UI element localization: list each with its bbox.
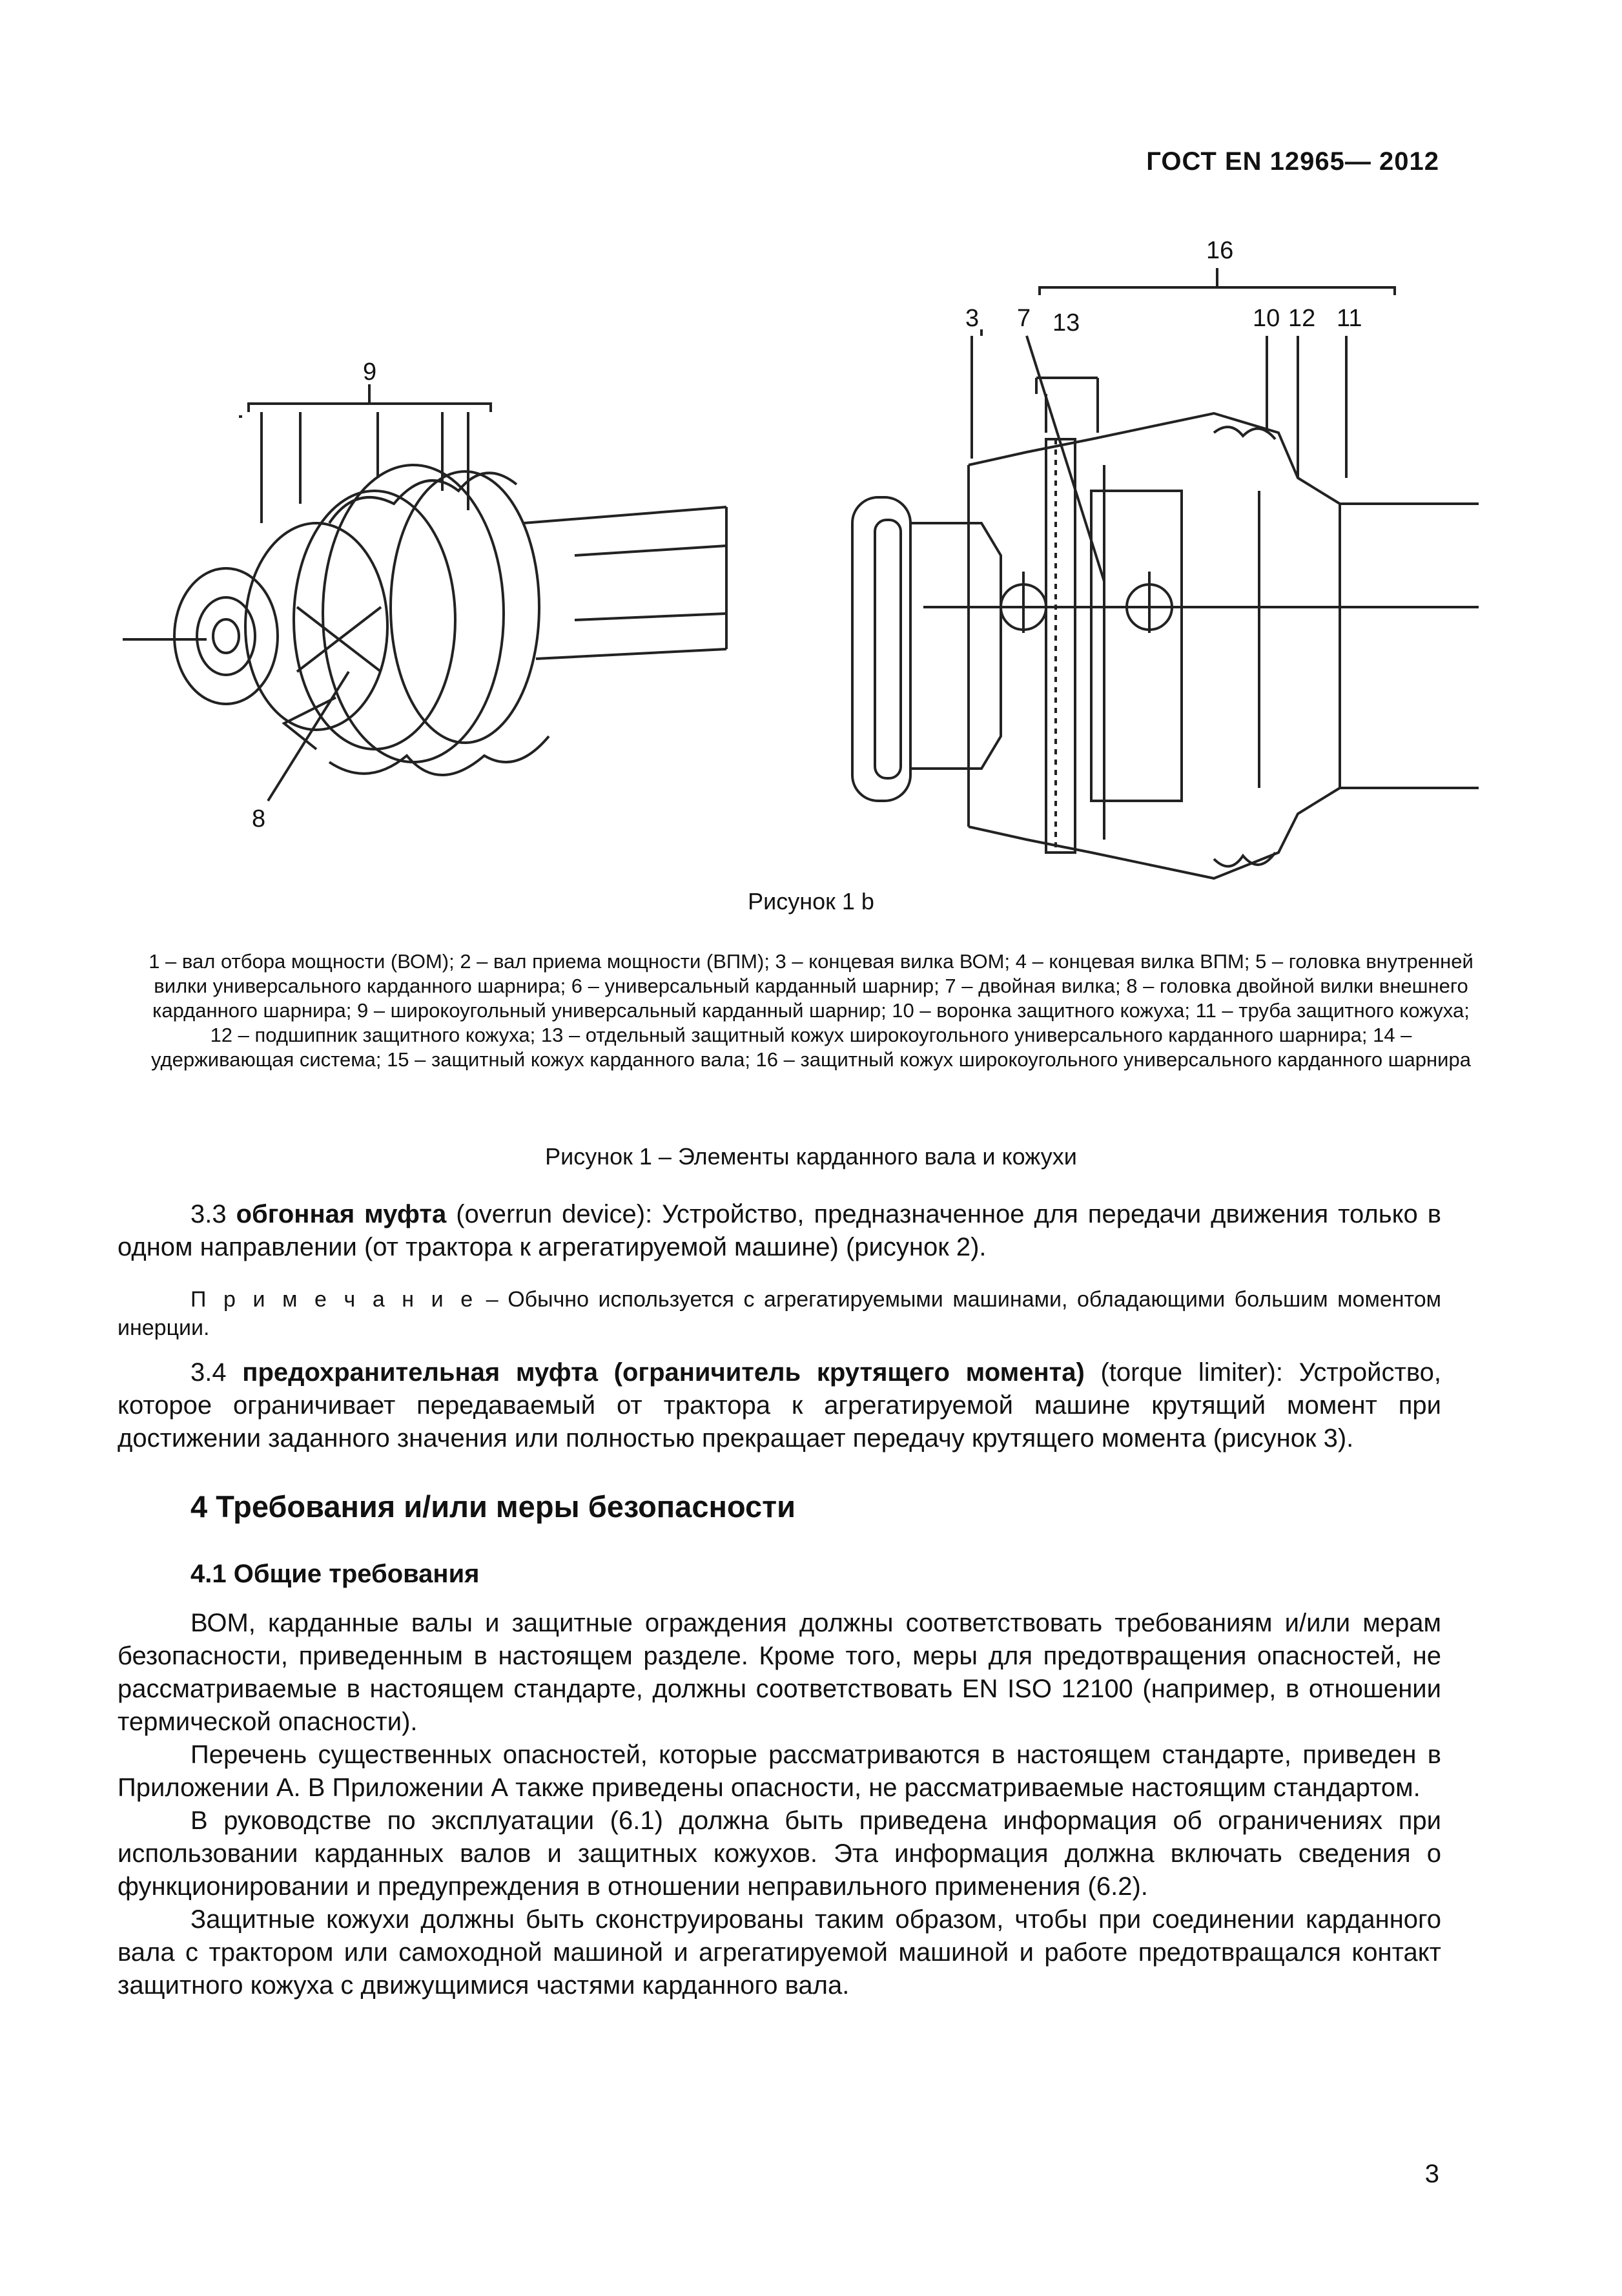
paragraph-2: Перечень существенных опасностей, которые рассматриваются в настоящем стандарте, приведен в Приложении А. В Приложении А также приведены опасности, не рассматриваемые настоящим стандартом. bbox=[118, 1741, 1441, 1802]
clause-3-4-number: 3.4 bbox=[190, 1358, 243, 1387]
clause-3-3-number: 3.3 bbox=[190, 1200, 236, 1228]
callout-11: 11 bbox=[1337, 305, 1362, 332]
callout-7: 7 bbox=[1017, 305, 1031, 332]
callout-10: 10 bbox=[1253, 305, 1280, 332]
section-4-1-body bbox=[118, 1607, 1441, 2002]
clause-3-3 bbox=[118, 1198, 1441, 1264]
callout-16: 16 bbox=[1206, 237, 1234, 264]
clause-3-4-term: предохранительная муфта (ограничитель крутящего момента) bbox=[242, 1358, 1085, 1387]
section-4-1-heading: 4.1 Общие требования bbox=[190, 1560, 480, 1588]
note-text: – Обычно используется с агрегатируемыми машинами, обладающими большим моментом инерции. bbox=[118, 1287, 1441, 1340]
callout-12: 12 bbox=[1288, 305, 1316, 332]
document-header: ГОСТ EN 12965— 2012 bbox=[1146, 147, 1439, 176]
figure-title: Рисунок 1 – Элементы карданного вала и кожухи bbox=[545, 1143, 1077, 1170]
clause-3-4-text: (torque limiter): Устройство, которое ограничивает передаваемый от трактора к агрегатируемой машине крутящий момент при достижении заданного значения или полностью прекращает передачу крутящего момента (рисунок 3). bbox=[118, 1358, 1441, 1453]
callout-8: 8 bbox=[252, 805, 266, 833]
callout-13: 13 bbox=[1052, 309, 1080, 336]
figure-legend: 1 – вал отбора мощности (ВОМ); 2 – вал приема мощности (ВПМ); 3 – концевая вилка ВОМ; 4 – концевая вилка ВПМ; 5 – головка внутренней вилки универсального карданного шарнира; 6 – универсальный карданный шарнир; 7 – двойная вилка; 8 – головка двойной вилки внешнего карданного шарнира; 9 – широкоугольный универсальный карданный шарнир; 10 – воронка защитного кожуха; 11 – труба защитного кожуха; 12 – подшипник защитного кожуха; 13 – отдельный защитный кожух широкоугольного универсального карданного шарнира; 14 – удерживающая система; 15 – защитный кожух карданного вала; 16 – защитный кожух широкоугольного универсального карданного шарнира bbox=[149, 950, 1473, 1071]
page-number: 3 bbox=[1424, 2160, 1439, 2188]
callout-3: 3 bbox=[965, 305, 980, 332]
note-label: П р и м е ч а н и е bbox=[190, 1287, 477, 1312]
clause-3-3-term: обгонная муфта bbox=[236, 1200, 447, 1228]
section-4-heading: 4 Требования и/или меры безопасности bbox=[190, 1489, 796, 1524]
clause-3-3-text: (overrun device): Устройство, предназначенное для передачи движения только в одном направлении (от трактора к агрегатируемой машине) (рисунок 2). bbox=[118, 1200, 1442, 1261]
paragraph-1: ВОМ, карданные валы и защитные ограждения должны соответствовать требованиям и/или мерам безопасности, приведенным в настоящем разделе. Кроме того, меры для предотвращения опасностей, не рассматриваемые в настоящем стандарте, должны соответствовать EN ISO 12100 (например, в отношении термической опасности). bbox=[118, 1609, 1441, 1736]
figure-caption-1b: Рисунок 1 b bbox=[748, 888, 874, 915]
callout-9: 9 bbox=[363, 358, 377, 386]
cardan-shaft-drawing bbox=[123, 220, 1479, 885]
clause-3-4 bbox=[118, 1356, 1441, 1455]
note bbox=[118, 1285, 1441, 1342]
cardan-shaft-figure bbox=[123, 220, 1479, 885]
paragraph-4: Защитные кожухи должны быть сконструированы таким образом, чтобы при соединении карданного вала с трактором или самоходной машиной и агрегатируемой машиной и работе предотвращался контакт защитного кожуха с движущимися частями карданного вала. bbox=[118, 1905, 1441, 2000]
paragraph-3: В руководстве по эксплуатации (6.1) должна быть приведена информация об ограничениях при использовании карданных валов и защитных кожухов. Эта информация должна включать сведения о функционировании и предупреждения в отношении неправильного применения (6.2). bbox=[118, 1806, 1441, 1901]
